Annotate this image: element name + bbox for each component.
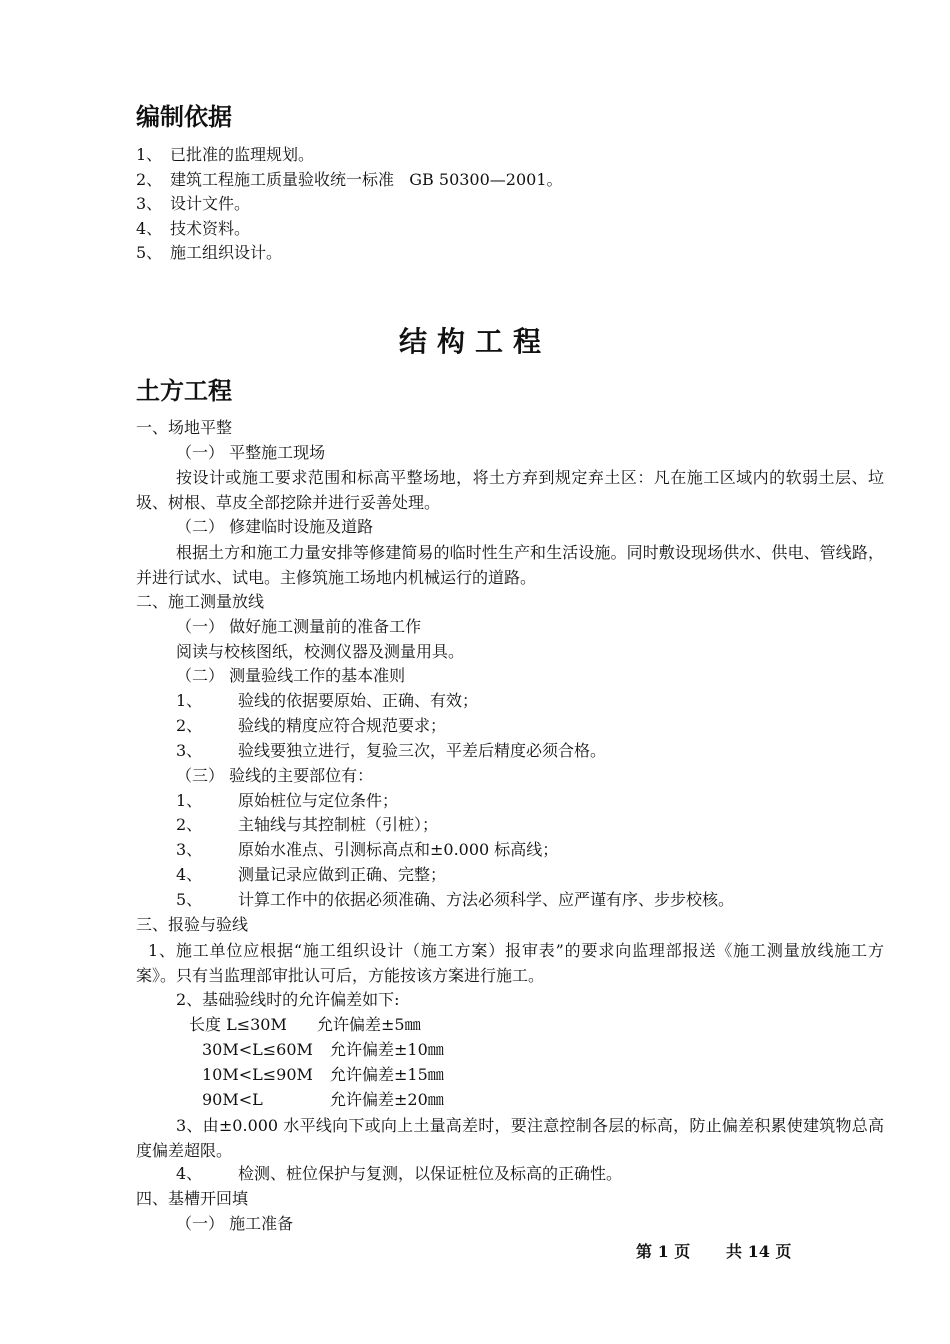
section-title: 二、施工测量放线 [136,592,265,611]
paragraph: 1、施工单位应根据“施工组织设计（施工方案）报审表”的要求向监理部报送《施工测量放线施工方案》。只有当监理部审批认可后，方能按该方案进行施工。 [136,941,884,985]
paragraph: 3、由±0.000 水平线向下或向上土量高差时，要注意控制各层的标高，防止偏差积累使建筑物总高度偏差超限。 [136,1116,884,1160]
paragraph: 按设计或施工要求范围和标高平整场地，将土方弃到规定弃土区：凡在施工区域内的软弱土层、垃圾、树根、草皮全部挖除并进行妥善处理。 [136,468,884,512]
paragraph: 阅读与校核图纸，校测仪器及测量用具。 [176,642,465,661]
main-title: 结构工程 [398,325,551,358]
list-item: 4、 测量记录应做到正确、完整； [176,865,447,884]
paragraph: 根据土方和施工力量安排等修建简易的临时性生产和生活设施。同时敷设现场供水、供电、管线路，并进行试水、试电。主修筑施工场地内机械运行的道路。 [136,543,884,587]
subsection-title: （二） 修建临时设施及道路 [176,517,374,536]
list-item: 2、 验线的精度应符合规范要求； [176,716,447,735]
subsection-title: （一） 平整施工现场 [176,443,326,462]
subsection-title: （一） 施工准备 [176,1214,294,1233]
list-item: 3、 原始水准点、引测标高点和±0.000 标高线； [176,840,559,859]
basis-item: 2、 建筑工程施工质量验收统一标准 GB 50300—2001。 [136,170,563,189]
list-item: 1、 验线的依据要原始、正确、有效； [176,691,479,710]
tolerance-row: 30M<L≤60M 允许偏差±10㎜ [202,1040,444,1059]
basis-item: 5、 施工组织设计。 [136,243,283,262]
subsection-title: （一） 做好施工测量前的准备工作 [176,617,422,636]
basis-item: 1、 已批准的监理规划。 [136,145,315,164]
tolerance-row: 长度 L≤30M 允许偏差±5㎜ [189,1015,421,1034]
paragraph: 2、基础验线时的允许偏差如下: [176,990,400,1009]
list-item: 2、 主轴线与其控制桩（引桩）； [176,815,439,834]
page-total: 共 14 页 [726,1242,792,1261]
page-number: 第 1 页 [636,1242,691,1261]
subsection-title: （三） 验线的主要部位有： [176,766,374,785]
tolerance-row: 10M<L≤90M 允许偏差±15㎜ [202,1065,444,1084]
basis-item: 3、 设计文件。 [136,194,251,213]
section-title: 四、基槽开回填 [136,1189,249,1208]
subsection-title: （二） 测量验线工作的基本准则 [176,666,406,685]
basis-item: 4、 技术资料。 [136,219,251,238]
list-item: 1、 原始桩位与定位条件； [176,791,399,810]
basis-heading: 编制依据 [136,103,232,131]
section-title: 一、场地平整 [136,418,233,437]
list-item: 5、 计算工作中的依据必须准确、方法必须科学、应严谨有序、步步校核。 [176,890,735,909]
section-title: 三、报验与验线 [136,915,249,934]
tolerance-row: 90M<L 允许偏差±20㎜ [202,1090,444,1109]
list-item: 4、 检测、桩位保护与复测，以保证桩位及标高的正确性。 [176,1164,623,1183]
list-item: 3、 验线要独立进行，复验三次，平差后精度必须合格。 [176,741,607,760]
earthwork-heading: 土方工程 [136,377,232,405]
